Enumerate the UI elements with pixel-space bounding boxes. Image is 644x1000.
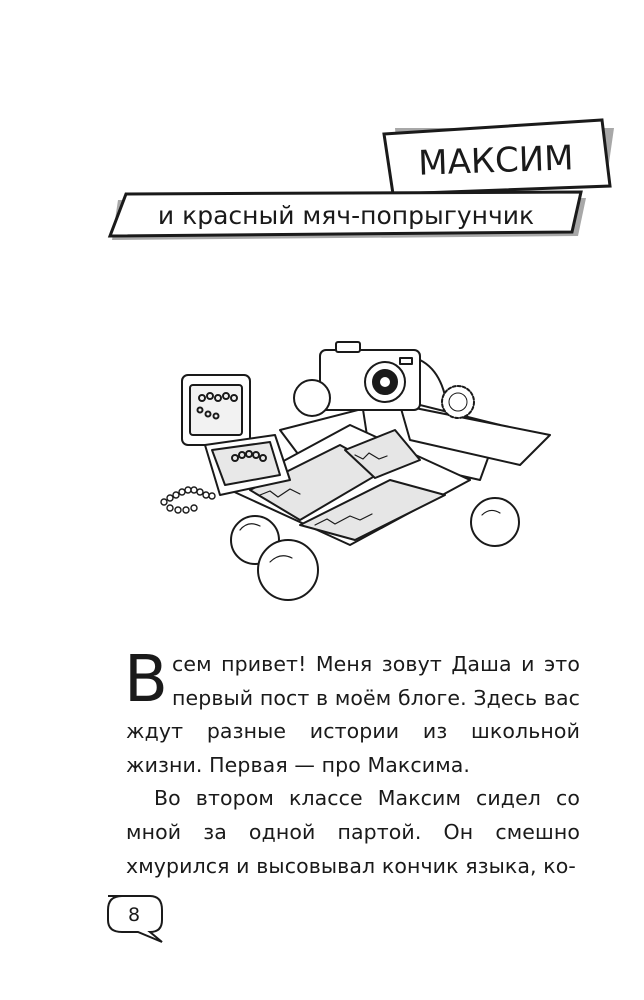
chapter-name: МАКСИМ bbox=[417, 138, 575, 184]
page-number: 8 bbox=[127, 904, 141, 926]
page-number-bubble bbox=[100, 890, 180, 950]
camera-icon bbox=[320, 342, 446, 410]
chapter-title-block bbox=[0, 0, 644, 260]
ball-small-icon bbox=[294, 380, 330, 416]
story-text bbox=[124, 643, 580, 883]
chapter-illustration bbox=[150, 330, 570, 610]
necklace-icon bbox=[161, 487, 215, 513]
paragraph-1 bbox=[124, 643, 580, 782]
jewelry-box-icon bbox=[182, 375, 290, 495]
paragraph-1-text: сем привет! Меня зовут Даша и это первый пост в моём блоге. Здесь вас ждут разные истории из школьной жизни. Первая — про Максима. bbox=[126, 652, 580, 777]
pompom-icon bbox=[442, 386, 474, 418]
speech-bubble-icon bbox=[100, 890, 180, 950]
chapter-subtitle: и красный мяч-попрыгунчик bbox=[157, 201, 535, 230]
title-banners bbox=[0, 0, 644, 260]
illustration-drawing bbox=[150, 330, 570, 610]
paragraph-2: Во втором классе Максим сидел со мной за одной партой. Он смешно хмурился и высовывал кончик языка, ко- bbox=[126, 786, 580, 878]
drop-cap: В bbox=[124, 643, 169, 717]
